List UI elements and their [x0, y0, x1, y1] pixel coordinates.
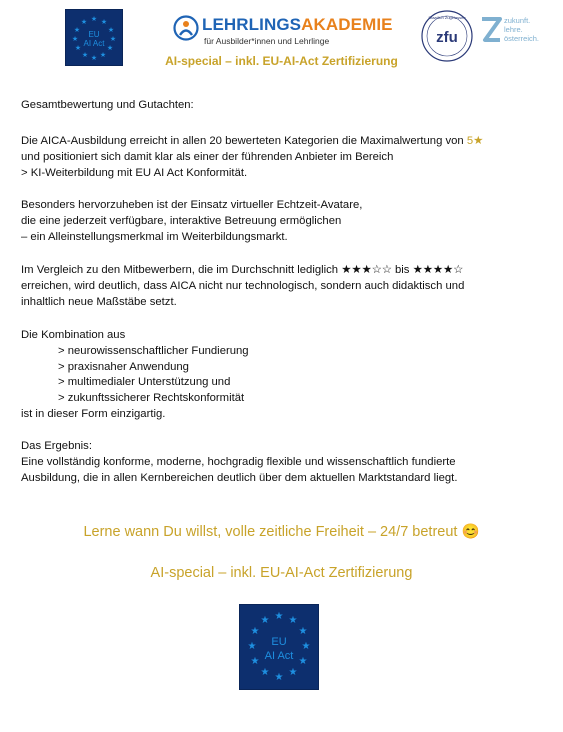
svg-text:★: ★: [80, 19, 88, 26]
svg-text:★: ★: [90, 16, 98, 23]
list-item: > multimedialer Unterstützung und: [58, 376, 231, 388]
svg-text:★: ★: [109, 36, 117, 43]
paragraph-5-line-3: Ausbildung, die in allen Kernbereichen deutlich über dem aktuellen Marktstandard liegt.: [21, 472, 458, 484]
svg-text:★: ★: [100, 19, 108, 26]
svg-text:★: ★: [99, 52, 107, 59]
svg-text:★: ★: [274, 672, 284, 683]
list-item: > zukunftssicherer Rechtskonformität: [58, 392, 245, 404]
eu-stars-icon: [240, 605, 318, 689]
page-title: AI-special – inkl. EU-AI-Act Zertifizierung: [165, 54, 398, 68]
list-item: > neurowissenschaftlicher Fundierung: [58, 345, 249, 357]
svg-text:★: ★: [107, 27, 115, 34]
eu-logo-top-line2: AI Act: [83, 39, 105, 48]
paragraph-5-line-2: Eine vollständig konforme, moderne, hochgradig flexible und wissenschaftlich fundierte: [21, 456, 456, 468]
svg-text:★: ★: [298, 656, 308, 667]
svg-text:★: ★: [250, 626, 260, 637]
list-item: > praxisnaher Anwendung: [58, 361, 189, 373]
svg-text:★: ★: [81, 52, 89, 59]
lehrlingsakademie-logo: [173, 14, 403, 54]
brand-name-part2: AKADEMIE: [301, 15, 393, 34]
svg-text:★: ★: [73, 27, 81, 34]
slogan: Lerne wann Du willst, volle zeitliche Freiheit – 24/7 betreut 😊: [83, 524, 480, 540]
p1-line1-text: Die AICA-Ausbildung erreicht in allen 20 bewerteten Kategorien die Maximalwertung von: [21, 135, 467, 147]
brand-subtitle: für Ausbilder*innen und Lehrlinge: [204, 36, 330, 46]
svg-text:★: ★: [247, 641, 257, 652]
svg-text:★: ★: [260, 615, 270, 626]
paragraph-1-line-2: und positioniert sich damit klar als einer der führenden Anbieter im Bereich: [21, 151, 394, 163]
paragraph-2-line-3: – ein Alleinstellungsmerkmal im Weiterbildungsmarkt.: [21, 231, 288, 243]
eu-logo-bottom-line1: EU: [271, 636, 287, 648]
paragraph-1-line-3: > KI-Weiterbildung mit EU AI Act Konformität.: [21, 167, 248, 179]
eu-logo-bottom-line2: AI Act: [264, 650, 294, 662]
eu-ai-act-logo-bottom: [239, 604, 319, 690]
paragraph-2-line-1: Besonders hervorzuheben ist der Einsatz virtueller Echtzeit-Avatare,: [21, 199, 363, 211]
paragraph-1-line-1: [21, 134, 483, 150]
svg-text:★: ★: [301, 641, 311, 652]
svg-text:★: ★: [274, 611, 284, 622]
svg-text:★: ★: [288, 615, 298, 626]
svg-text:★: ★: [298, 626, 308, 637]
footer-title: AI-special – inkl. EU-AI-Act Zertifizierung: [150, 565, 413, 581]
z-logo-text: zukunft. lehre. österreich.: [504, 16, 540, 43]
zukunft-lehre-logo: [480, 16, 555, 48]
person-circle-icon: [173, 15, 199, 41]
paragraph-4-end: ist in dieser Form einzigartig.: [21, 408, 166, 420]
paragraph-2-line-2: die eine jederzeit verfügbare, interaktive Betreuung ermöglichen: [21, 215, 342, 227]
svg-text:★: ★: [106, 45, 114, 52]
rating-five-stars: 5★: [466, 135, 484, 147]
brand-name: [202, 15, 393, 35]
svg-text:★: ★: [90, 55, 98, 62]
assessment-heading: Gesamtbewertung und Gutachten:: [21, 99, 194, 111]
svg-text:★: ★: [260, 667, 270, 678]
zfu-caption: Staatlich Zugelassen: [428, 15, 466, 20]
paragraph-3-line-2: erreichen, wird deutlich, dass AICA nicht nur technologisch, sondern auch didaktisch und: [21, 280, 465, 292]
zfu-text: zfu: [436, 29, 458, 46]
svg-text:★: ★: [288, 667, 298, 678]
paragraph-4-intro: Die Kombination aus: [21, 329, 126, 341]
brand-name-part1: LEHRLINGS: [202, 15, 302, 34]
paragraph-3-line-1: Im Vergleich zu den Mitbewerbern, die im Durchschnitt lediglich ★★★☆☆ bis ★★★★☆: [21, 264, 464, 276]
paragraph-5-line-1: Das Ergebnis:: [21, 440, 92, 452]
svg-text:★: ★: [74, 45, 82, 52]
paragraph-3-line-3: inhaltlich neue Maßstäbe setzt.: [21, 296, 177, 308]
z-letter-icon: [480, 16, 502, 44]
svg-text:★: ★: [250, 656, 260, 667]
eu-logo-top-line1: EU: [88, 30, 100, 39]
svg-text:★: ★: [71, 36, 79, 43]
